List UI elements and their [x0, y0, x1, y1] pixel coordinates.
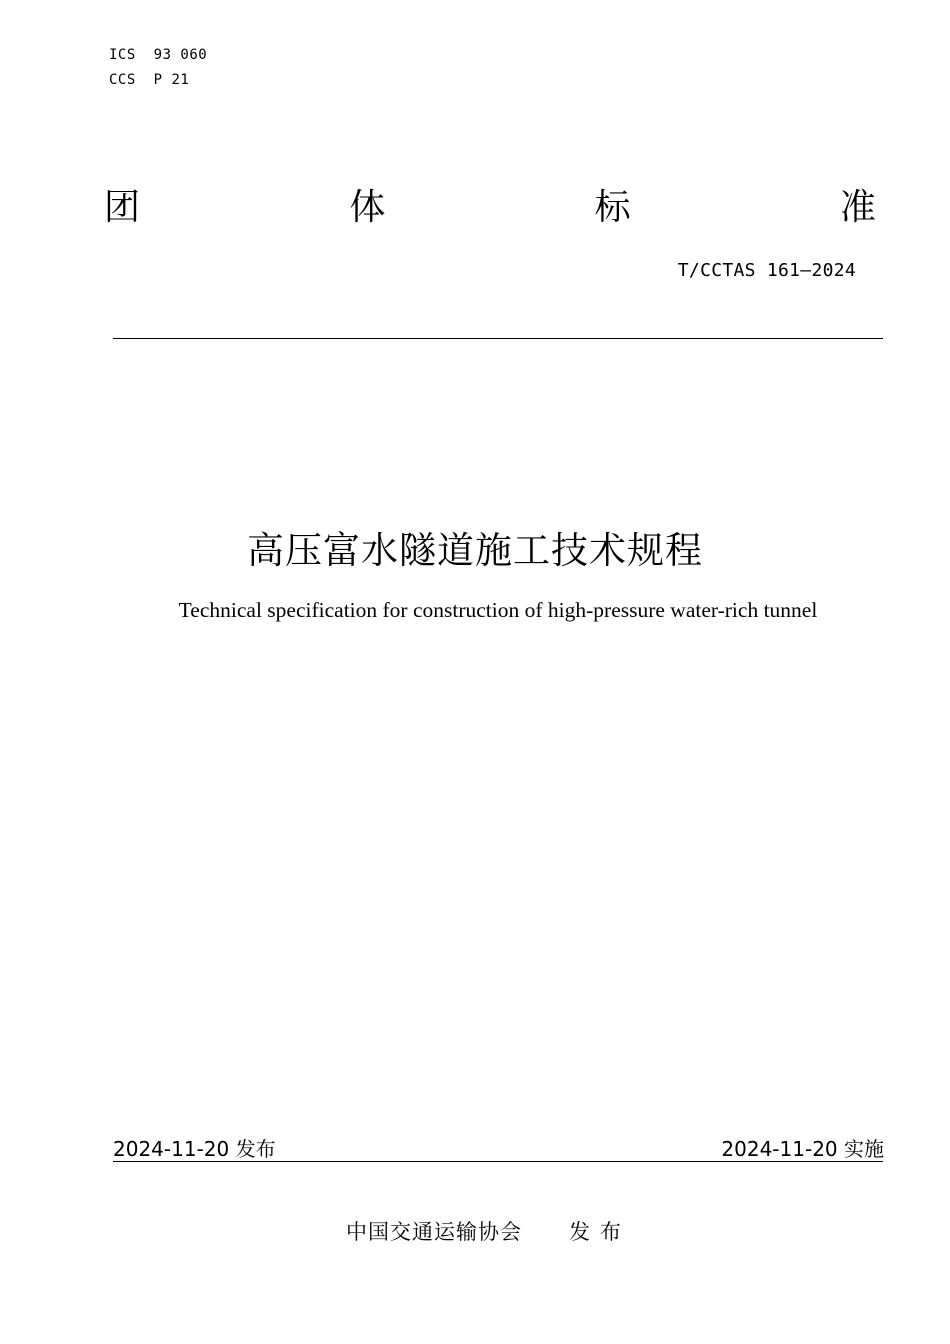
implementation-date: 2024-11-20 实施	[721, 1137, 884, 1161]
bottom-divider	[113, 1161, 883, 1162]
doc-type-char: 准	[839, 187, 876, 228]
doc-type-char: 标	[594, 187, 631, 228]
ics-code: ICS 93 060	[109, 47, 208, 63]
title-english: Technical specification for construction of high-pressure water-rich tunnel	[178, 598, 818, 622]
doc-type-char: 团	[104, 187, 141, 228]
ccs-code: CCS P 21	[109, 72, 190, 88]
publisher-name: 中国交通运输协会	[346, 1220, 522, 1244]
doc-type-char: 体	[349, 187, 386, 228]
top-divider	[113, 338, 883, 339]
document-type-heading	[104, 184, 876, 232]
title-chinese: 高压富水隧道施工技术规程	[247, 529, 703, 572]
standard-number: T/CCTAS 161—2024	[677, 260, 856, 281]
publish-date: 2024-11-20 发布	[113, 1137, 276, 1161]
publish-label: 发布	[569, 1220, 631, 1244]
